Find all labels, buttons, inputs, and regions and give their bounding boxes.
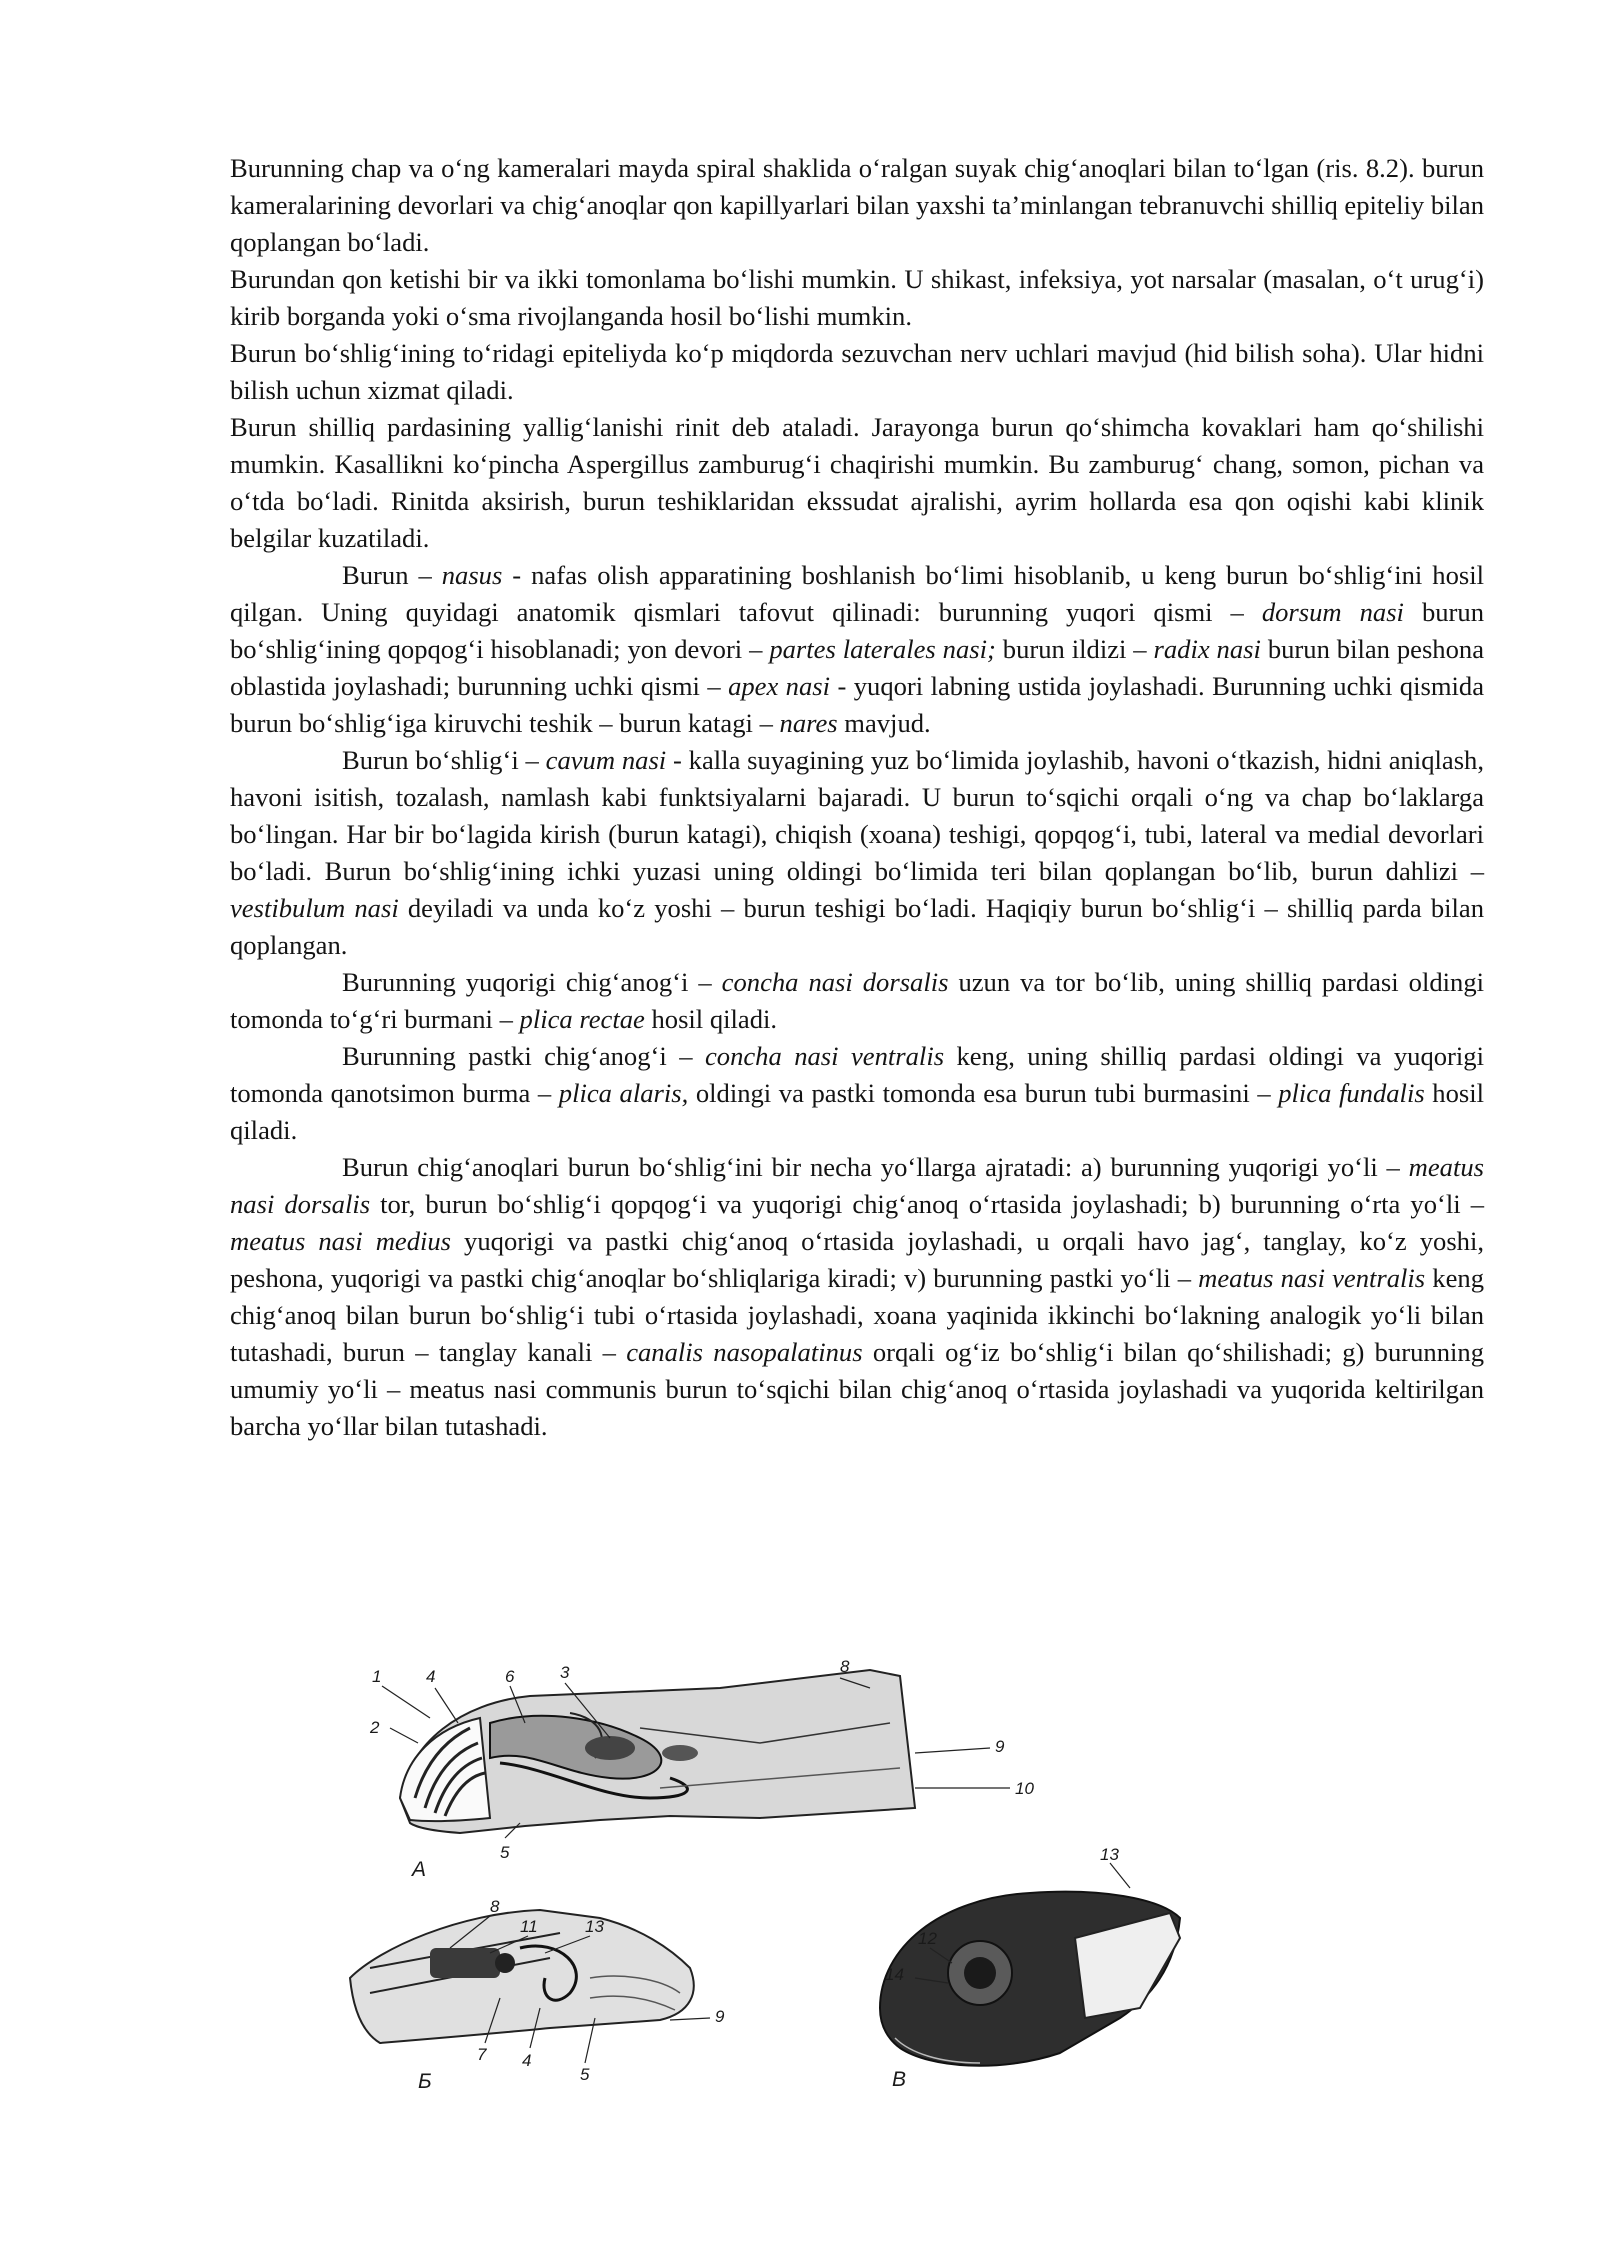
latin-term: radix nasi	[1153, 634, 1261, 664]
label-b-5: 5	[580, 2065, 590, 2084]
text-run: Burun chig‘anoqlari burun bo‘shlig‘ini bir necha yo‘llarga ajratadi: a) burunning yuqorigi yo‘li –	[342, 1152, 1409, 1182]
figure-drawing	[340, 1648, 1280, 2128]
nasal-cavity-figure	[340, 1648, 1280, 2128]
label-b-4: 4	[522, 2051, 532, 2070]
panel-v-illustration	[880, 1863, 1180, 2066]
latin-term: meatus nasi ventralis	[1198, 1263, 1426, 1293]
text-run: Burun bo‘shlig‘ining to‘ridagi epiteliyda ko‘p miqdorda sezuvchan nerv uchlari mavjud (hid bilish soha). Ular hidni bilish uchun xizmat qiladi.	[230, 338, 1484, 405]
paragraph	[230, 1149, 1484, 1445]
paragraph	[230, 964, 1484, 1038]
latin-term: canalis nasopalatinus	[626, 1337, 863, 1367]
text-run: keng, uning shilliq pardasi oldingi va yuqorigi tomonda qanotsimon burma –	[230, 1041, 1484, 1108]
text-run: orqali og‘iz bo‘shlig‘i bilan qo‘shilishadi; g) burunning umumiy yo‘li – meatus nasi communis burun to‘sqichi bilan chig‘anoq o‘rtasida joylashadi va yuqorida keltirilgan barcha yo‘llar bilan tutashadi.	[230, 1337, 1484, 1441]
body-text	[230, 150, 1484, 1445]
label-b-11: 11	[520, 1917, 538, 1936]
text-run: hosil qiladi.	[230, 1078, 1484, 1145]
latin-term: meatus nasi medius	[230, 1226, 452, 1256]
text-run: - nafas olish apparatining boshlanish bo‘limi hisoblanib, u keng burun bo‘shlig‘ini hosil qilgan. Uning quyidagi anatomik qismlari tafovut qilinadi: burunning yuqori qismi –	[230, 560, 1484, 627]
label-v-13: 13	[1100, 1845, 1119, 1864]
label-2: 2	[370, 1718, 380, 1737]
text-run: burun bo‘shlig‘ining qopqog‘i hisoblanadi; yon devori –	[230, 597, 1484, 664]
text-run: mavjud.	[837, 708, 931, 738]
text-run: tor, burun bo‘shlig‘i qopqog‘i va yuqorigi chig‘anoq o‘rtasida joylashadi; b) burunning o‘rta yo‘li –	[370, 1189, 1484, 1219]
text-run: Burun bo‘shlig‘i –	[342, 745, 546, 775]
label-b-7: 7	[477, 2045, 487, 2064]
latin-term: nares	[779, 708, 838, 738]
text-run: burun ildizi –	[995, 634, 1154, 664]
label-1: 1	[372, 1667, 382, 1686]
paragraph	[230, 742, 1484, 964]
paragraph	[230, 335, 1484, 409]
latin-term: partes laterales nasi;	[769, 634, 996, 664]
label-4: 4	[426, 1667, 436, 1686]
text-run: keng chig‘anoq bilan burun bo‘shlig‘i tubi o‘rtasida joylashadi, xoana yaqinida ikkinchi bo‘lakning analogik yo‘li bilan tutashadi, burun – tanglay kanali –	[230, 1263, 1484, 1367]
latin-term: nasus	[441, 560, 503, 590]
latin-term: plica fundalis	[1278, 1078, 1425, 1108]
label-8-top: 8	[840, 1657, 850, 1676]
label-6: 6	[505, 1667, 515, 1686]
text-run: burun bilan peshona oblastida joylashadi; burunning uchki qismi –	[230, 634, 1484, 701]
latin-term: plica rectae	[519, 1004, 645, 1034]
text-run: deyiladi va unda ko‘z yoshi – burun teshigi bo‘ladi. Haqiqiy burun bo‘shlig‘i – shilliq parda bilan qoplangan.	[230, 893, 1484, 960]
label-3: 3	[560, 1663, 570, 1682]
paragraph	[230, 409, 1484, 557]
text-run: hosil qiladi.	[644, 1004, 778, 1034]
text-run: uzun va tor bo‘lib, uning shilliq pardasi oldingi tomonda to‘g‘ri burmani –	[230, 967, 1485, 1034]
text-run: - yuqori labning ustida joylashadi. Burunning uchki qismida burun bo‘shlig‘iga kiruvchi teshik – burun katagi –	[230, 671, 1485, 738]
latin-term: dorsum nasi	[1261, 597, 1404, 627]
label-b-9: 9	[715, 2007, 725, 2026]
label-5: 5	[500, 1843, 510, 1862]
latin-term: plica alaris,	[558, 1078, 689, 1108]
panel-label-v: В	[892, 2068, 907, 2091]
text-run: Burundan qon ketishi bir va ikki tomonlama bo‘lishi mumkin. U shikast, infeksiya, yot narsalar (masalan, o‘t urug‘i) kirib borganda yoki o‘sma rivojlanganda hosil bo‘lishi mumkin.	[230, 264, 1484, 331]
label-v-12: 12	[918, 1929, 937, 1948]
panel-a-illustration	[382, 1670, 1010, 1838]
label-v-14: 14	[885, 1965, 904, 1984]
label-b-8: 8	[490, 1897, 500, 1916]
paragraph	[230, 1038, 1484, 1149]
latin-term: concha nasi ventralis	[704, 1041, 945, 1071]
text-run: Burunning yuqorigi chig‘anog‘i –	[342, 967, 722, 997]
text-run: Burun –	[342, 560, 442, 590]
latin-term: meatus nasi dorsalis	[230, 1152, 1484, 1219]
label-10: 10	[1015, 1779, 1034, 1798]
paragraph	[230, 261, 1484, 335]
latin-term: vestibulum nasi	[230, 893, 399, 923]
label-9: 9	[995, 1737, 1005, 1756]
text-run: Burun shilliq pardasining yallig‘lanishi rinit deb ataladi. Jarayonga burun qo‘shimcha kovaklari ham qo‘shilishi mumkin. Kasallikni ko‘pincha Aspergillus zamburug‘i chaqirishi mumkin. Bu zamburug‘ chang, somon, pichan va o‘tda bo‘ladi. Rinitda aksirish, burun teshiklaridan ekssudat ajralishi, ayrim hollarda esa qon oqishi kabi klinik belgilar kuzatiladi.	[230, 412, 1484, 553]
panel-label-b: Б	[418, 2070, 432, 2093]
text-run: oldingi va pastki tomonda esa burun tubi burmasini –	[688, 1078, 1279, 1108]
paragraph	[230, 150, 1484, 261]
text-run: Burunning chap va o‘ng kameralari mayda spiral shaklida o‘ralgan suyak chig‘anoqlari bilan to‘lgan (ris. 8.2). burun kameralarining devorlari va chig‘anoqlar qon kapillyarlari bilan yaxshi ta’minlangan tebranuvchi shilliq epiteliy bilan qoplangan bo‘ladi.	[230, 153, 1484, 257]
panel-label-a: A	[412, 1858, 427, 1881]
latin-term: concha nasi dorsalis	[721, 967, 949, 997]
latin-term: cavum nasi	[545, 745, 667, 775]
text-run: - kalla suyagining yuz bo‘limida joylashib, havoni o‘tkazish, hidni aniqlash, havoni isitish, tozalash, namlash kabi funktsiyalarni bajaradi. U burun to‘sqichi orqali o‘ng va chap bo‘laklarga bo‘lingan. Har bir bo‘lagida kirish (burun katagi), chiqish (xoana) teshigi, qopqog‘i, tubi, lateral va medial devorlari bo‘ladi. Burun bo‘shlig‘ining ichki yuzasi uning oldingi bo‘limida teri bilan qoplangan bo‘lib, burun dahlizi –	[230, 745, 1484, 886]
latin-term: apex nasi	[728, 671, 831, 701]
text-run: Burunning pastki chig‘anog‘i –	[342, 1041, 705, 1071]
label-b-13: 13	[585, 1917, 604, 1936]
text-run: yuqorigi va pastki chig‘anoq o‘rtasida joylashadi, u orqali havo jag‘, tanglay, ko‘z yoshi, peshona, yuqorigi va pastki chig‘anoqlar bo‘shliqlariga kiradi; v) burunning pastki yo‘li –	[230, 1226, 1485, 1293]
paragraph	[230, 557, 1484, 742]
